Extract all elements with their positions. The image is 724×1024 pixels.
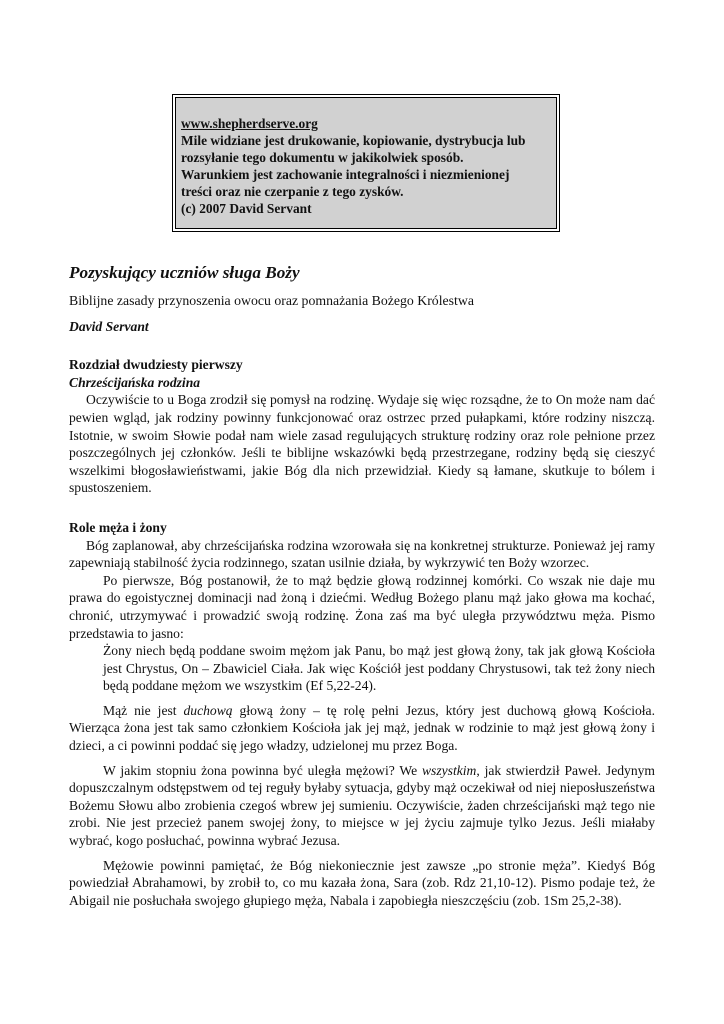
emphasis: wszystkim xyxy=(421,762,477,778)
section-heading: Role męża i żony xyxy=(69,519,167,535)
document-body xyxy=(69,262,655,909)
book-author: David Servant xyxy=(69,318,149,334)
book-subtitle: Biblijne zasady przynoszenia owocu oraz pomnażania Bożego Królestwa xyxy=(69,293,474,308)
book-title: Pozyskujący uczniów sługa Boży xyxy=(69,263,300,282)
paragraph xyxy=(69,702,655,755)
paragraph-text: , jak stwierdził Paweł. Jedynym dopuszczalnym odstępstwem od tej reguły byłaby sytuacja, gdyby mąż oczekiwał od niej nieposłuszeństwa Bożemu Słowu albo zrobienia czegoś wbrew jej sumieniu. Oczywiście, żaden chrześcijański mąż tego nie zrobi. Nie jest przecież panem swojej żony, to miejsce w jej życiu zajmuje tylko Jezus. Jeśli miałaby wybrać, kogo posłuchać, powinna wybrać Jezusa. xyxy=(69,762,655,849)
copyright-notice-box xyxy=(172,94,560,232)
chapter-heading: Rozdział dwudziesty pierwszy xyxy=(69,357,243,373)
emphasis: duchową xyxy=(183,702,233,718)
paragraph: Bóg zaplanował, aby chrześcijańska rodzina wzorowała się na konkretnej strukturze. Ponieważ jej ramy zapewniają stabilność życia rodzinnego, szatan usilnie działa, by wykrzywić ten Boży wzorzec. xyxy=(69,537,655,571)
paragraph: Po pierwsze, Bóg postanowił, że to mąż będzie głową rodzinnej komórki. Co wszak nie daje mu prawa do egoistycznej dominacji nad żoną i dziećmi. Według Bożego planu mąż jako głowa ma kochać, chronić, utrzymywać i prowadzić swoją rodzinę. Żona zaś ma być uległa przywództwu męża. Pismo przedstawia to jasno: xyxy=(69,572,655,641)
copyright-line: (c) 2007 David Servant xyxy=(181,201,312,216)
chapter-subheading: Chrześcijańska rodzina xyxy=(69,374,201,390)
notice-line: Mile widziane jest drukowanie, kopiowanie, dystrybucja lub xyxy=(181,133,526,148)
website-link[interactable]: www.shepherdserve.org xyxy=(181,116,318,131)
notice-line: rozsyłanie tego dokumentu w jakikolwiek sposób. xyxy=(181,150,464,165)
paragraph: Mężowie powinni pamiętać, że Bóg niekoniecznie jest zawsze „po stronie męża”. Kiedyś Bóg powiedział Abrahamowi, by zrobił to, co mu kazała żona, Sara (zob. Rdz 21,10-12). Pismo podaje też, że Abigail nie posłuchała swojego głupiego męża, Nabala i zapobiegła nieszczęściu (zob. 1Sm 25,2-38). xyxy=(69,857,655,908)
copyright-notice xyxy=(175,97,557,229)
paragraph-text: W jakim stopniu żona powinna być uległa mężowi? We xyxy=(103,762,422,778)
chapter-intro-paragraph: Oczywiście to u Boga zrodził się pomysł na rodzinę. Wydaje się więc rozsądne, że to On może nam dać pewien wgląd, jak rodziny powinny funkcjonować oraz ostrzec przed pułapkami, które rodziny niszczą. Istotnie, w swoim Słowie podał nam wiele zasad regulujących strukturę rodziny oraz role pełnione przez poszczególnych jej członków. Jeśli te biblijne wskazówki będą przestrzegane, rodziny będą się cieszyć wszelkimi błogosławieństwami, jakie Bóg dla nich przewidział. Kiedy są łamane, skutkuje to bólem i spustoszeniem. xyxy=(69,392,655,496)
notice-line: Warunkiem jest zachowanie integralności i niezmienionej xyxy=(181,167,510,182)
notice-line: treści oraz nie czerpanie z tego zysków. xyxy=(181,184,404,199)
paragraph-text: Mąż nie jest xyxy=(103,702,184,718)
paragraph-text: głową żony – tę rolę pełni Jezus, który jest duchową głową Kościoła. Wierząca żona jest tak samo członkiem Kościoła jak jej mąż, jednak w rodzinie to mąż jest głową żony i dzieci, a ci powinni poddać się jego władzy, udzielonej mu przez Boga. xyxy=(69,702,655,754)
scripture-quote: Żony niech będą poddane swoim mężom jak Panu, bo mąż jest głową żony, tak jak głową Kościoła jest Chrystus, On – Zbawiciel Ciała. Jak więc Kościół jest poddany Chrystusowi, tak też żony niech będą poddane mężom we wszystkim (Ef 5,22-24). xyxy=(103,643,655,694)
paragraph xyxy=(69,762,655,850)
